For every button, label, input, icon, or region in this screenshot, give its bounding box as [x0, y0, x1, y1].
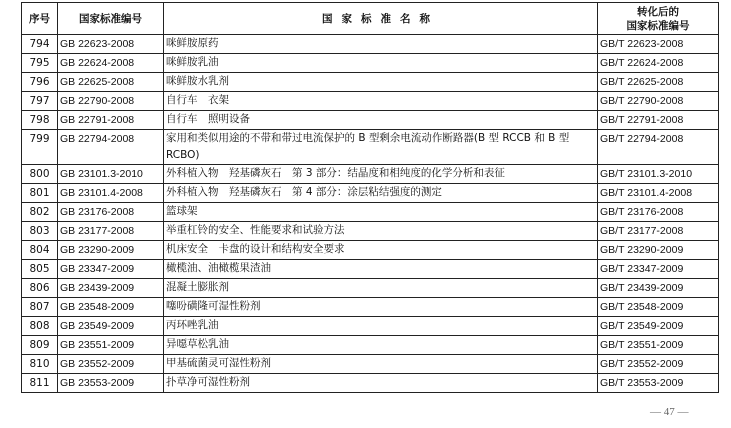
cell-standard-name: 咪鲜胺原药: [164, 35, 598, 54]
cell-serial-number: 807: [22, 298, 58, 317]
cell-standard-name: 外科植入物 羟基磷灰石 第 3 部分：结晶度和相纯度的化学分析和表征: [164, 165, 598, 184]
cell-converted-code: GB/T 22624-2008: [598, 54, 719, 73]
cell-converted-code: GB/T 22791-2008: [598, 111, 719, 130]
cell-standard-code: GB 22794-2008: [58, 130, 164, 165]
cell-serial-number: 796: [22, 73, 58, 92]
cell-standard-code: GB 23101.3-2010: [58, 165, 164, 184]
header-standard-name: [164, 3, 598, 35]
header-converted-code-line1: 转化后的: [637, 5, 679, 18]
cell-converted-code: GB/T 22625-2008: [598, 73, 719, 92]
cell-converted-code: GB/T 23176-2008: [598, 203, 719, 222]
page-number: — 47 —: [650, 406, 689, 418]
table-row: [22, 130, 719, 165]
cell-converted-code: GB/T 22790-2008: [598, 92, 719, 111]
cell-serial-number: 804: [22, 241, 58, 260]
table-body: [22, 35, 719, 393]
table-row: [22, 260, 719, 279]
cell-standard-code: GB 22790-2008: [58, 92, 164, 111]
cell-converted-code: GB/T 23439-2009: [598, 279, 719, 298]
cell-standard-name: 咪鲜胺乳油: [164, 54, 598, 73]
cell-standard-code: GB 22624-2008: [58, 54, 164, 73]
cell-converted-code: GB/T 23290-2009: [598, 241, 719, 260]
table-row: [22, 241, 719, 260]
cell-standard-name: 丙环唑乳油: [164, 317, 598, 336]
cell-serial-number: 795: [22, 54, 58, 73]
cell-serial-number: 801: [22, 184, 58, 203]
table-row: [22, 54, 719, 73]
cell-converted-code: GB/T 22623-2008: [598, 35, 719, 54]
table-row: [22, 184, 719, 203]
cell-converted-code: GB/T 23101.3-2010: [598, 165, 719, 184]
cell-standard-name: 甲基硫菌灵可湿性粉剂: [164, 355, 598, 374]
table-row: [22, 374, 719, 393]
cell-standard-code: GB 23101.4-2008: [58, 184, 164, 203]
table-row: [22, 317, 719, 336]
cell-serial-number: 808: [22, 317, 58, 336]
table-row: [22, 355, 719, 374]
table-row: [22, 111, 719, 130]
cell-standard-name: 自行车 衣架: [164, 92, 598, 111]
cell-standard-name: 机床安全 卡盘的设计和结构安全要求: [164, 241, 598, 260]
cell-converted-code: GB/T 23549-2009: [598, 317, 719, 336]
cell-standard-name: 家用和类似用途的不带和带过电流保护的 B 型剩余电流动作断路器(B 型 RCCB 和 B 型 RCBO): [164, 130, 598, 165]
cell-serial-number: 802: [22, 203, 58, 222]
cell-converted-code: GB/T 23548-2009: [598, 298, 719, 317]
cell-serial-number: 800: [22, 165, 58, 184]
cell-standard-name: 举重杠铃的安全、性能要求和试验方法: [164, 222, 598, 241]
table-row: [22, 222, 719, 241]
cell-standard-code: GB 23552-2009: [58, 355, 164, 374]
cell-serial-number: 809: [22, 336, 58, 355]
cell-standard-code: GB 22625-2008: [58, 73, 164, 92]
cell-converted-code: GB/T 23551-2009: [598, 336, 719, 355]
cell-converted-code: GB/T 23177-2008: [598, 222, 719, 241]
cell-converted-code: GB/T 23101.4-2008: [598, 184, 719, 203]
table-row: [22, 35, 719, 54]
header-converted-code-line2: 国家标准编号: [626, 19, 690, 32]
cell-serial-number: 797: [22, 92, 58, 111]
table-row: [22, 92, 719, 111]
cell-standard-name: 橄榄油、油橄榄果渣油: [164, 260, 598, 279]
cell-standard-code: GB 23177-2008: [58, 222, 164, 241]
header-serial-number: 序号: [22, 3, 58, 35]
cell-standard-code: GB 23549-2009: [58, 317, 164, 336]
cell-serial-number: 798: [22, 111, 58, 130]
cell-standard-code: GB 23176-2008: [58, 203, 164, 222]
cell-standard-code: GB 23347-2009: [58, 260, 164, 279]
cell-converted-code: GB/T 22794-2008: [598, 130, 719, 165]
cell-standard-name: 扑草净可湿性粉剂: [164, 374, 598, 393]
cell-standard-code: GB 22623-2008: [58, 35, 164, 54]
cell-standard-code: GB 23548-2009: [58, 298, 164, 317]
cell-standard-code: GB 23553-2009: [58, 374, 164, 393]
cell-standard-name: 混凝土膨胀剂: [164, 279, 598, 298]
header-standard-name-text: 国家标准名称: [322, 12, 439, 25]
standards-table: [21, 2, 719, 393]
cell-standard-code: GB 23439-2009: [58, 279, 164, 298]
cell-serial-number: 794: [22, 35, 58, 54]
cell-standard-name: 自行车 照明设备: [164, 111, 598, 130]
table-row: [22, 73, 719, 92]
cell-serial-number: 806: [22, 279, 58, 298]
table-header-row: [22, 3, 719, 35]
cell-standard-code: GB 23290-2009: [58, 241, 164, 260]
cell-standard-code: GB 22791-2008: [58, 111, 164, 130]
table-row: [22, 165, 719, 184]
cell-standard-code: GB 23551-2009: [58, 336, 164, 355]
cell-serial-number: 799: [22, 130, 58, 165]
cell-converted-code: GB/T 23347-2009: [598, 260, 719, 279]
cell-standard-name: 篮球架: [164, 203, 598, 222]
cell-standard-name: 咪鲜胺水乳剂: [164, 73, 598, 92]
cell-standard-name: 外科植入物 羟基磷灰石 第 4 部分：涂层粘结强度的测定: [164, 184, 598, 203]
cell-converted-code: GB/T 23552-2009: [598, 355, 719, 374]
cell-serial-number: 805: [22, 260, 58, 279]
header-standard-code: 国家标准编号: [58, 3, 164, 35]
cell-standard-name: 噻吩磺隆可湿性粉剂: [164, 298, 598, 317]
cell-serial-number: 803: [22, 222, 58, 241]
cell-serial-number: 810: [22, 355, 58, 374]
cell-serial-number: 811: [22, 374, 58, 393]
cell-converted-code: GB/T 23553-2009: [598, 374, 719, 393]
table-row: [22, 336, 719, 355]
table-row: [22, 203, 719, 222]
cell-standard-name: 异噁草松乳油: [164, 336, 598, 355]
header-converted-code: [598, 3, 719, 35]
table-row: [22, 279, 719, 298]
table-row: [22, 298, 719, 317]
